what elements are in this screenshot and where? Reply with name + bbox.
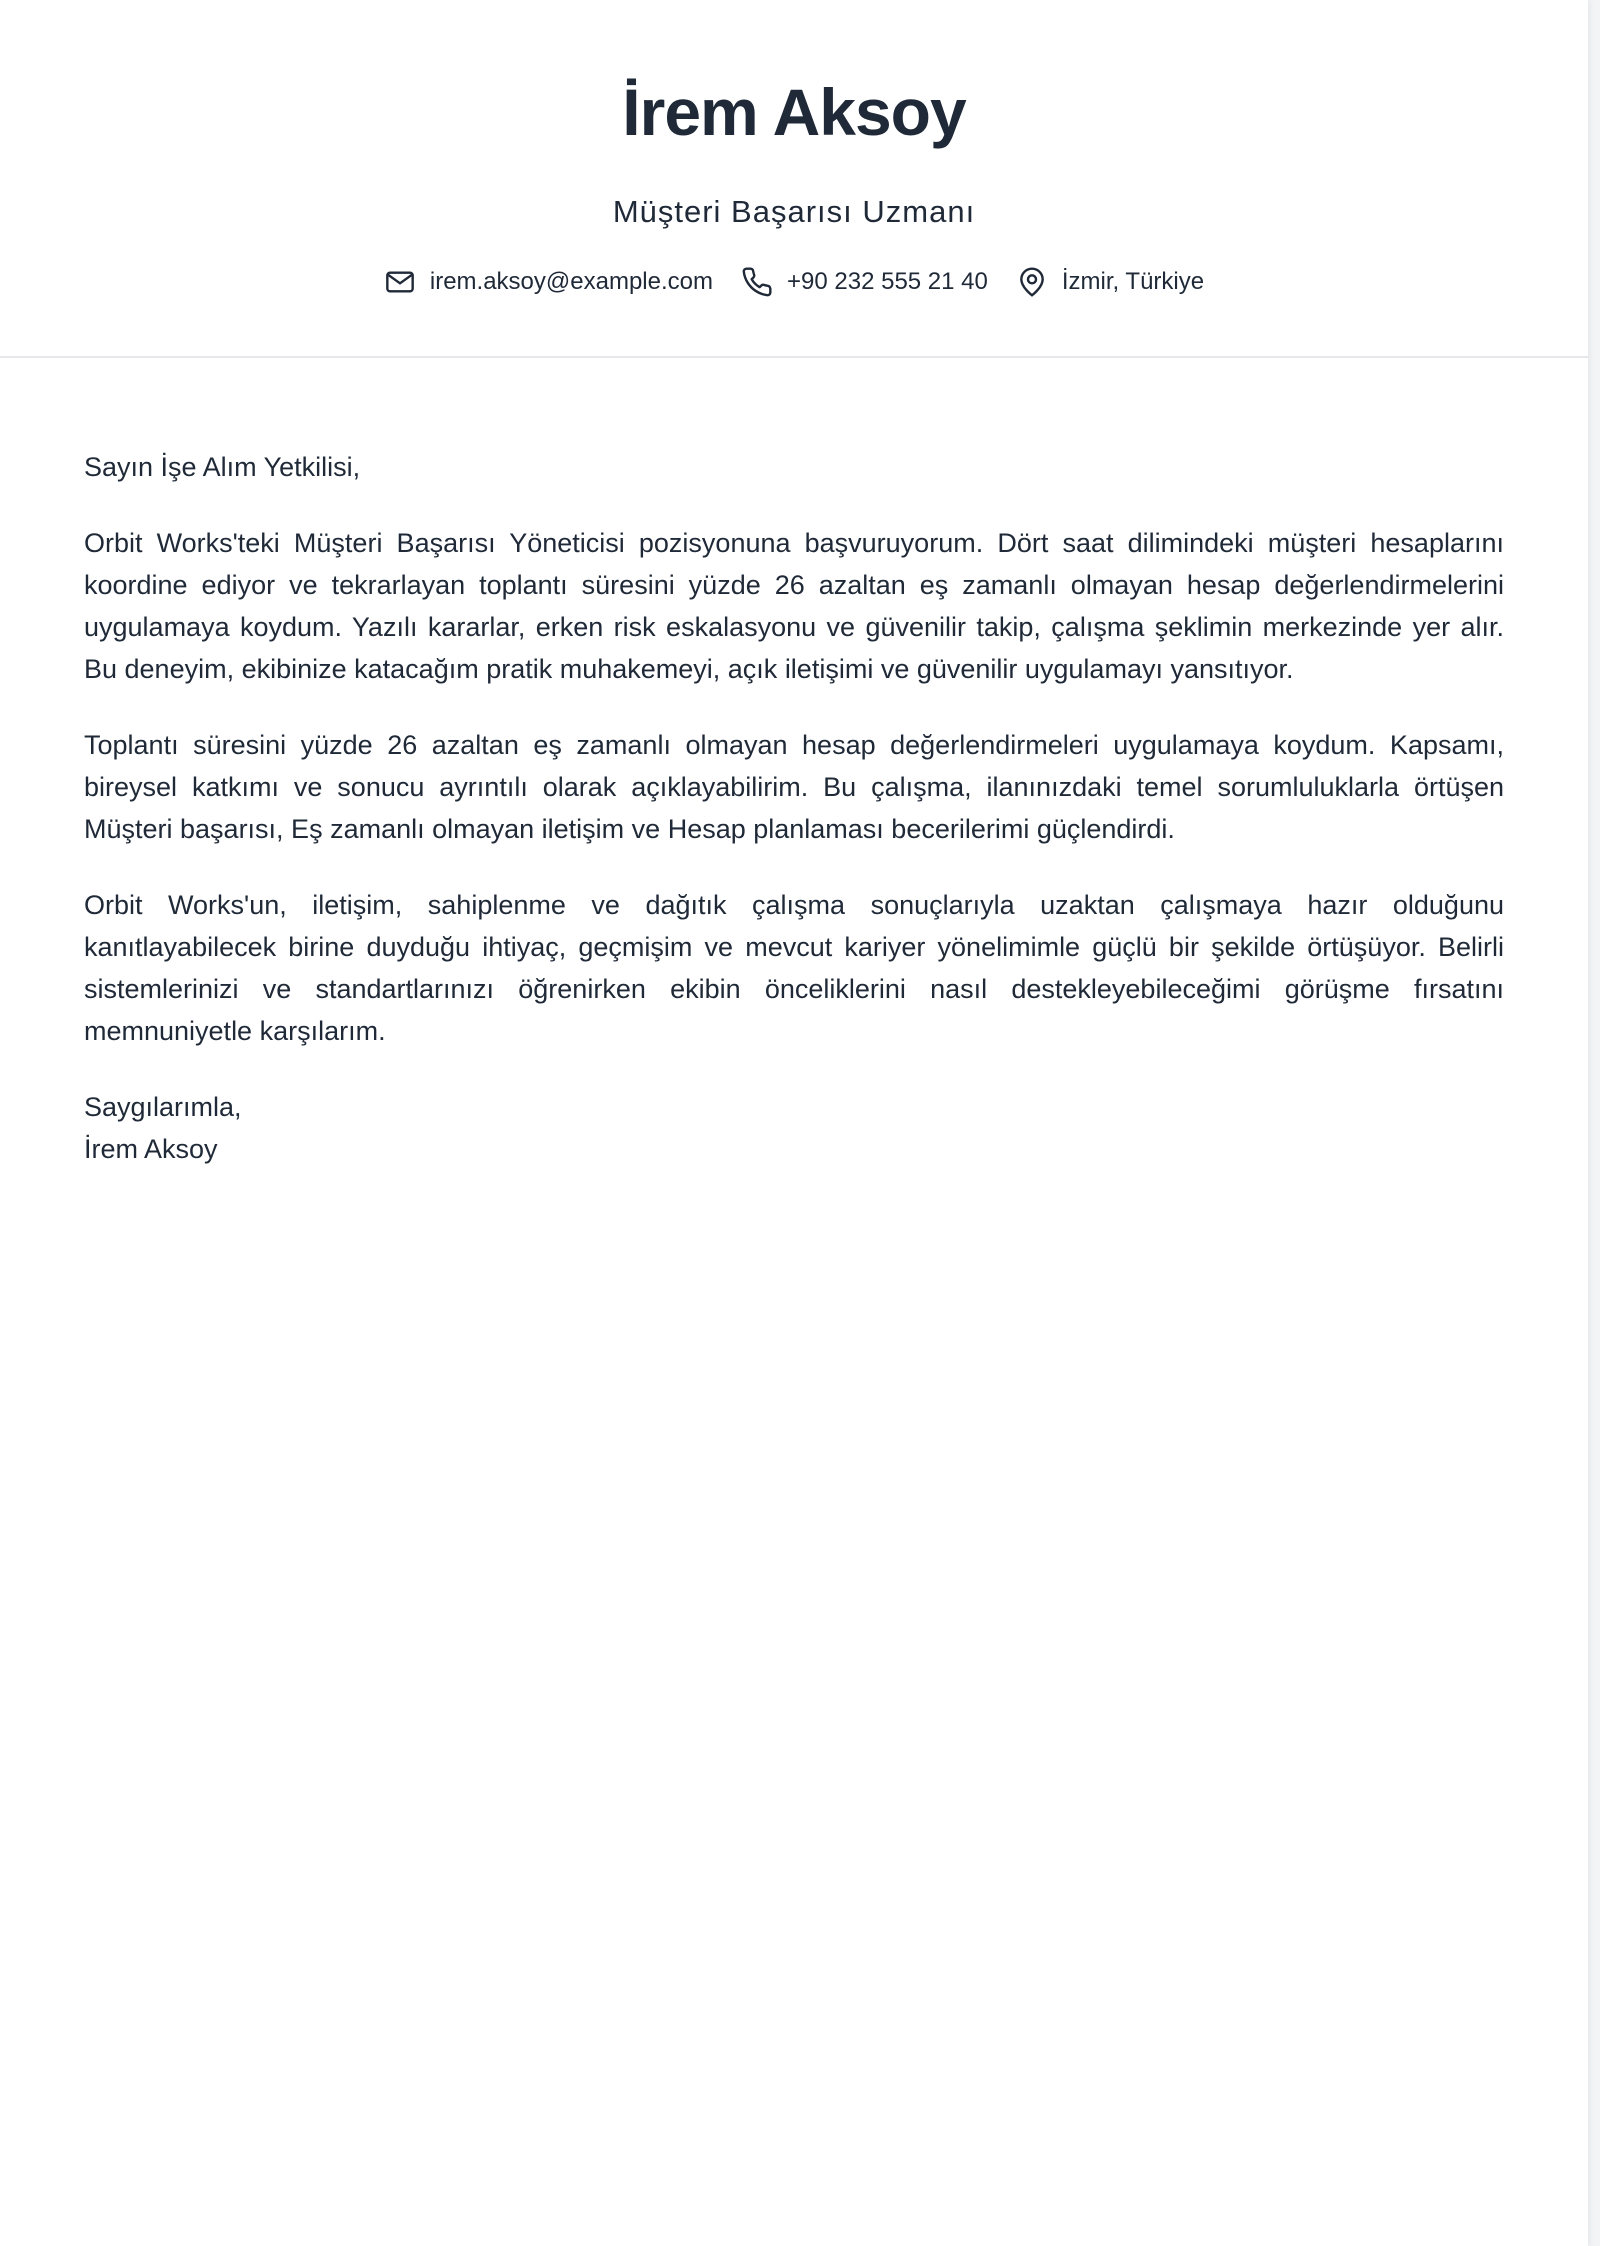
letter-body xyxy=(84,446,1504,1170)
closing: Saygılarımla, xyxy=(84,1092,242,1122)
contact-info xyxy=(0,262,1588,302)
applicant-name: İrem Aksoy xyxy=(622,75,966,149)
paragraph-3: Orbit Works'un, iletişim, sahiplenme ve dağıtık çalışma sonuçlarıyla uzaktan çalışmaya hazır olduğunu kanıtlayabilecek birine duyduğu ihtiyaç, geçmişim ve mevcut kariyer yönelimimle güçlü bir şekilde örtüşüyor. Belirli sistemlerinizi ve standartlarınızı öğrenirken ekibin önceliklerini nasıl destekleyebileceğimi görüşme fırsatını memnuniyetle karşılarım. xyxy=(84,890,1504,1046)
phone-icon xyxy=(741,266,773,298)
letter-header xyxy=(0,0,1588,358)
contact-phone[interactable] xyxy=(741,266,988,298)
applicant-title: Müşteri Başarısı Uzmanı xyxy=(612,194,976,229)
paragraph-2: Toplantı süresini yüzde 26 azaltan eş zamanlı olmayan hesap değerlendirmeleri uygulamaya koydum. Kapsamı, bireysel katkımı ve sonucu ayrıntılı olarak açıklayabilirim. Bu çalışma, ilanınızdaki temel sorumluluklarla örtüşen Müşteri başarısı, Eş zamanlı olmayan iletişim ve Hesap planlaması becerilerimi güçlendirdi. xyxy=(84,730,1504,844)
phone-text: +90 232 555 21 40 xyxy=(787,268,988,295)
paragraph-1: Orbit Works'teki Müşteri Başarısı Yöneticisi pozisyonuna başvuruyorum. Dört saat dilimindeki müşteri hesaplarını koordine ediyor ve tekrarlayan toplantı süresini yüzde 26 azaltan eş zamanlı olmayan hesap değerlendirmelerini uygulamaya koydum. Yazılı kararlar, erken risk eskalasyonu ve güvenilir takip, çalışma şeklimin merkezinde yer alır. Bu deneyim, ekibinize katacağım pratik muhakemeyi, açık iletişimi ve güvenilir uygulamayı yansıtıyor. xyxy=(84,528,1504,684)
email-text: irem.aksoy@example.com xyxy=(429,268,713,295)
map-pin-icon xyxy=(1016,266,1048,298)
signature: İrem Aksoy xyxy=(84,1134,218,1164)
greeting: Sayın İşe Alım Yetkilisi, xyxy=(84,452,361,482)
location-text: İzmir, Türkiye xyxy=(1061,268,1205,295)
contact-email[interactable] xyxy=(384,266,713,298)
mail-icon xyxy=(384,266,416,298)
contact-location xyxy=(1016,266,1204,298)
